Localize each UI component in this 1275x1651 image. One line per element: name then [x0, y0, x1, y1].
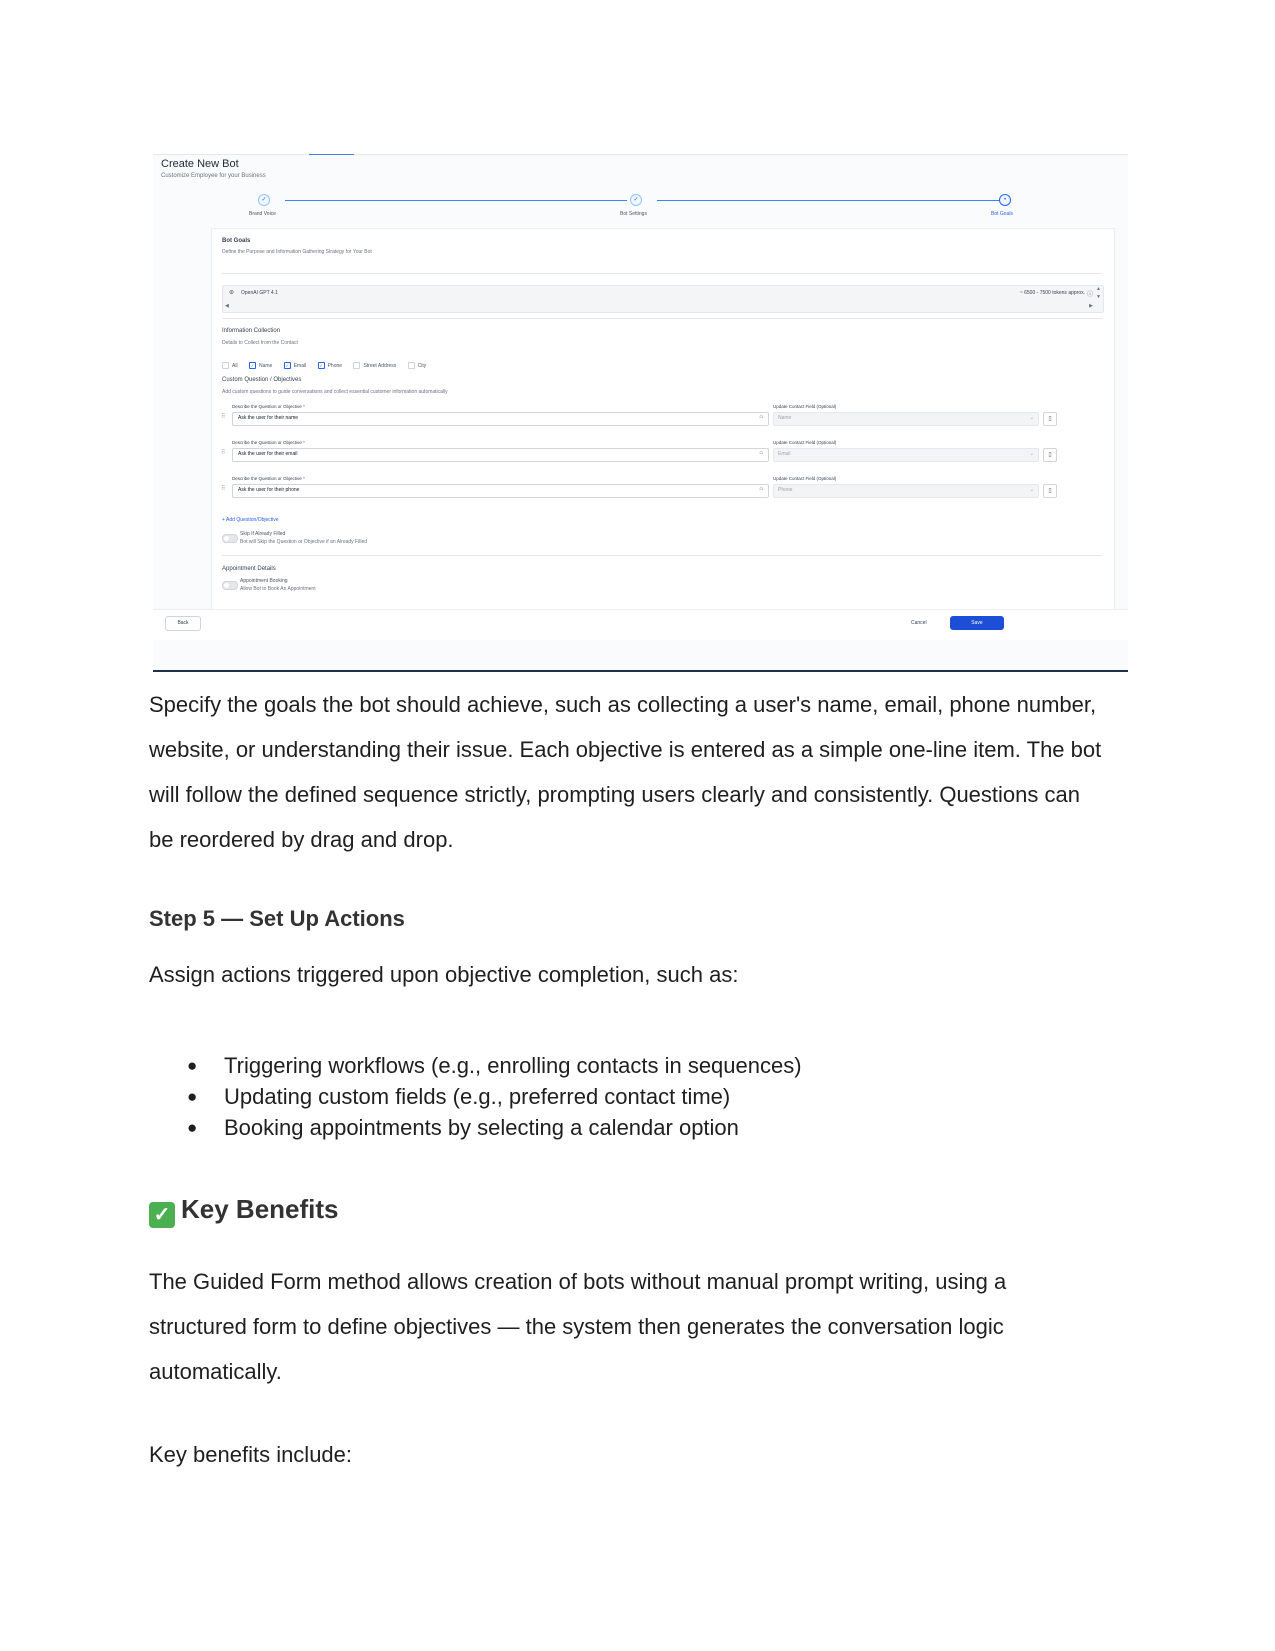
screenshot-top-border	[153, 154, 1128, 155]
checkbox-icon[interactable]	[408, 362, 415, 369]
delete-button[interactable]	[1043, 412, 1057, 426]
panel-heading: Bot Goals	[222, 238, 251, 244]
checkbox-icon[interactable]	[353, 362, 360, 369]
custom-questions-heading: Custom Question / Objectives	[222, 377, 302, 383]
info-collection-sub: Details to Collect from the Contact	[222, 340, 298, 346]
page-subtitle: Customize Employee for your Business	[161, 173, 266, 179]
drag-handle-icon[interactable]: ⠿	[221, 486, 226, 492]
skip-filled-title: Skip If Already Filled	[240, 531, 286, 537]
question-value: Ask the user for their name	[238, 415, 299, 421]
question-value: Ask the user for their email	[238, 451, 298, 457]
contact-field-label: Update Contact Field (Optional)	[773, 404, 837, 409]
benefits-heading-row	[149, 1194, 339, 1228]
checkbox-phone[interactable]	[318, 362, 342, 369]
step-2-label[interactable]: Bot Settings	[620, 211, 647, 217]
checkbox-label: Street Address	[363, 362, 397, 369]
question-input[interactable]	[232, 448, 769, 462]
divider	[222, 273, 1102, 274]
contact-field-select[interactable]	[773, 412, 1039, 426]
list-item: ● Updating custom fields (e.g., preferred contact time)	[149, 1081, 802, 1112]
step-1-check-icon[interactable]: ✓	[258, 194, 270, 206]
required-mark: *	[303, 476, 305, 481]
question-label-text: Describe the Question or Objective	[232, 476, 302, 481]
contact-field-value: Name	[778, 415, 792, 421]
tag-icon[interactable]: ⌂	[759, 486, 763, 492]
skip-filled-sub: Bot will Skip the Question or Objective if an Already Filled	[240, 539, 368, 545]
question-input[interactable]	[232, 412, 769, 426]
contact-field-select[interactable]	[773, 448, 1039, 462]
step-3-dot-icon[interactable]: •	[999, 194, 1011, 206]
question-label	[232, 440, 305, 445]
info-icon[interactable]: ⓘ	[1086, 292, 1093, 298]
stepper-line-2	[657, 200, 999, 201]
checkbox-label: Phone	[327, 362, 343, 369]
step-3-label[interactable]: Bot Goals	[991, 211, 1013, 217]
appointment-sub: Allow Bot to Book An Appointment	[240, 586, 316, 592]
chevron-down-icon: ⌄	[1029, 451, 1034, 457]
appointment-toggle[interactable]	[222, 581, 238, 590]
checkbox-label: City	[417, 362, 427, 369]
bot-goals-panel	[211, 228, 1115, 626]
field-checkboxes	[222, 362, 436, 369]
list-item: ● Booking appointments by selecting a calendar option	[149, 1112, 802, 1143]
trash-icon: ▯	[1048, 452, 1052, 458]
contact-field-value: Phone	[778, 487, 793, 493]
intro-paragraph: Specify the goals the bot should achieve, such as collecting a user's name, email, phone number, website, or understanding their issue. Each objective is entered as a simple one-line item. The bot will follow the defined sequence strictly, prompting users clearly and consistently. Questions can be reordered by drag and drop.	[149, 692, 1102, 852]
openai-icon: ⊛	[229, 290, 235, 296]
list-item: ● Triggering workflows (e.g., enrolling contacts in sequences)	[149, 1050, 802, 1081]
panel-description: Define the Purpose and Information Gathering Strategy for Your Bot	[222, 249, 372, 255]
checkbox-label: Name	[258, 362, 273, 369]
delete-button[interactable]	[1043, 448, 1057, 462]
scroll-up-icon[interactable]: ▲	[1096, 286, 1101, 292]
divider	[222, 555, 1102, 556]
checkbox-street-address[interactable]	[353, 362, 396, 369]
appointment-heading: Appointment Details	[222, 566, 276, 572]
drag-handle-icon[interactable]: ⠿	[221, 450, 226, 456]
step-1-label[interactable]: Brand Voice	[249, 211, 276, 217]
contact-field-value: Email	[778, 451, 791, 457]
cancel-button[interactable]: Cancel	[911, 620, 927, 626]
save-button[interactable]: Save	[950, 616, 1004, 630]
question-label	[232, 404, 305, 409]
checkbox-label: Email	[293, 362, 307, 369]
question-value: Ask the user for their phone	[238, 487, 300, 493]
model-selector[interactable]	[222, 285, 1104, 313]
question-label-text: Describe the Question or Objective	[232, 404, 302, 409]
tag-icon[interactable]: ⌂	[759, 450, 763, 456]
checkbox-city[interactable]	[408, 362, 427, 369]
check-mark-icon: ✓	[149, 1202, 175, 1228]
custom-questions-sub: Add custom questions to guide conversations and collect essential customer information automatically	[222, 389, 448, 395]
scroll-down-icon[interactable]: ▼	[1096, 294, 1101, 300]
contact-field-select[interactable]	[773, 484, 1039, 498]
benefits-intro: Key benefits include:	[149, 1442, 353, 1467]
step5-heading: Step 5 — Set Up Actions	[149, 906, 405, 931]
required-mark: *	[303, 404, 305, 409]
page-title: Create New Bot	[161, 158, 239, 170]
divider	[222, 318, 1102, 319]
checked-icon[interactable]: ✓	[319, 363, 323, 368]
contact-field-label: Update Contact Field (Optional)	[773, 476, 837, 481]
checked-icon[interactable]: ✓	[250, 363, 255, 368]
actions-list	[149, 1050, 802, 1143]
step-2-check-icon[interactable]: ✓	[630, 194, 642, 206]
checkbox-name[interactable]	[249, 362, 272, 369]
chevron-down-icon: ⌄	[1029, 487, 1034, 493]
question-label	[232, 476, 305, 481]
model-name: OpenAI GPT 4.1	[241, 290, 278, 296]
benefits-heading: Key Benefits	[181, 1194, 339, 1224]
stepper-line-1	[285, 200, 627, 201]
chevron-down-icon: ⌄	[1029, 415, 1034, 421]
benefits-paragraph: The Guided Form method allows creation of bots without manual prompt writing, using a structured form to define objectives — the system then generates the conversation logic automatically.	[149, 1269, 1007, 1384]
bullet-list	[149, 1050, 802, 1143]
active-tab-indicator	[309, 154, 354, 155]
required-mark: *	[303, 440, 305, 445]
scroll-right-icon[interactable]: ▶	[1089, 303, 1093, 309]
checkbox-label: All	[232, 362, 238, 369]
info-collection-heading: Information Collection	[222, 328, 281, 334]
embedded-screenshot	[153, 154, 1128, 672]
form-footer	[153, 609, 1128, 640]
scroll-left-icon[interactable]: ◀	[225, 303, 229, 309]
token-estimate: ~ 6500 - 7500 tokens approx.	[1019, 290, 1085, 296]
back-button[interactable]: Back	[165, 616, 201, 631]
checkbox-all[interactable]	[222, 362, 238, 369]
contact-field-label: Update Contact Field (Optional)	[773, 440, 837, 445]
question-label-text: Describe the Question or Objective	[232, 440, 302, 445]
appointment-title: Appointment Booking	[240, 578, 288, 584]
checkbox-icon[interactable]	[222, 362, 229, 369]
skip-filled-toggle[interactable]	[222, 534, 238, 543]
delete-button[interactable]	[1043, 484, 1057, 498]
question-input[interactable]	[232, 484, 769, 498]
checkbox-email[interactable]	[284, 362, 307, 369]
drag-handle-icon[interactable]: ⠿	[221, 414, 226, 420]
step5-text: Assign actions triggered upon objective completion, such as:	[149, 962, 739, 987]
trash-icon: ▯	[1048, 488, 1052, 494]
add-question-link[interactable]: + Add Question/Objective	[222, 517, 279, 523]
checked-icon[interactable]: ✓	[285, 363, 289, 368]
trash-icon: ▯	[1048, 416, 1052, 422]
tag-icon[interactable]: ⌂	[759, 414, 763, 420]
